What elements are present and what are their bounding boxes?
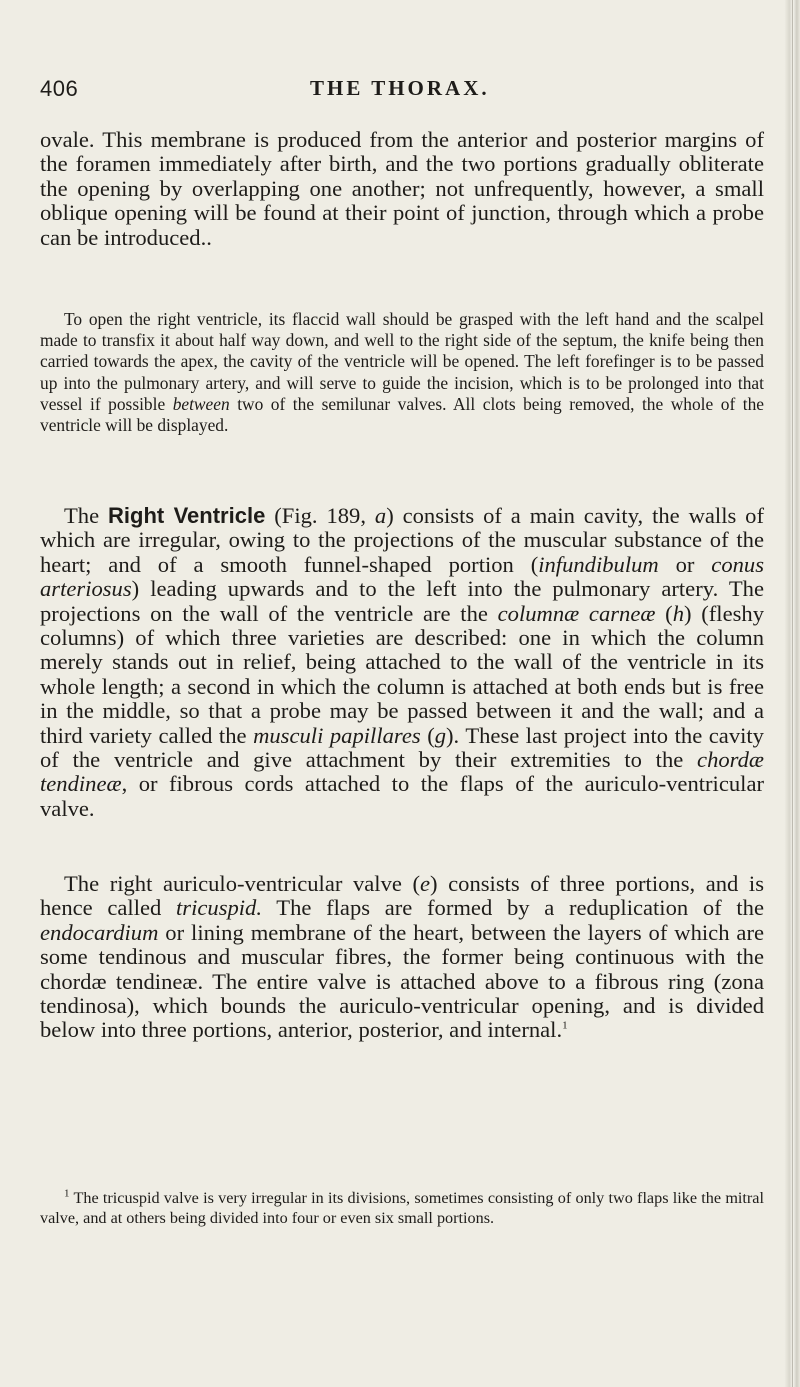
paragraph-tricuspid-valve: The right auriculo-ventricular valve (e) consists of three portions, and is hence called tricuspid. The flaps are formed by a reduplication of the endocardium or lining membrane of the heart, between the layers of which are some tendinous and muscular fibres, the former being continuous with the chordæ tendineæ. The entire valve is attached above to a fibrous ring (zona tendinosa), which bounds the auriculo-ventricular opening, and is divided below into three portions, anterior, posterior, and internal.$^1$	[40, 871, 764, 1043]
footnote-reference: 1	[562, 1019, 568, 1032]
footnote: $^1$ The tricuspid valve is very irregular in its divisions, sometimes consisting of only two flaps like the mitral valve, and at others being divided into four or even six small portions.	[40, 1187, 764, 1227]
running-head: THE THORAX.	[310, 76, 490, 100]
paragraph-ovale: ovale. This membrane is produced from the anterior and posterior margins of the foramen immediately after birth, and the two portions gradually obliterate the opening by overlapping one another; not unfrequently, however, a small oblique opening will be found at their point of junction, through which a probe can be introduced..	[40, 127, 764, 250]
paragraph-right-ventricle: The Right Ventricle (Fig. 189, a) consists of a main cavity, the walls of which are irregular, owing to the projections of the muscular substance of the heart; and of a smooth funnel-shaped portion (infundibulum or conus arteriosus) leading upwards and to the left into the pulmonary artery. The projections on the wall of the ventricle are the columnæ carneæ (h) (fleshy columns) of which three varieties are described: one in which the column merely stands out in relief, being attached to the wall of the ventricle in its whole length; a second in which the column is attached at both ends but is free in the middle, so that a probe may be passed between it and the wall; and a third variety called the musculi papillares (g). These last project into the cavity of the ventricle and give attachment by their extremities to the chordæ tendineæ, or fibrous cords attached to the flaps of the auriculo-ventricular valve.	[40, 503, 765, 821]
page-number: 406	[40, 76, 79, 101]
section-heading: Right Ventricle	[108, 503, 266, 528]
dissection-instructions: To open the right ventricle, its flaccid wall should be grasped with the left hand and the scalpel made to transfix it about half way down, and well to the right side of the septum, the knife being then carried towards the apex, the cavity of the ventricle will be opened. The left forefinger is to be passed up into the pulmonary artery, and will serve to guide the incision, which is to be prolonged into that vessel if possible between two of the semilunar valves. All clots being removed, the whole of the ventricle will be displayed.	[40, 309, 764, 436]
page-edge-line	[792, 0, 793, 1387]
page-header	[40, 76, 780, 110]
footnote-mark: 1	[64, 1187, 70, 1200]
